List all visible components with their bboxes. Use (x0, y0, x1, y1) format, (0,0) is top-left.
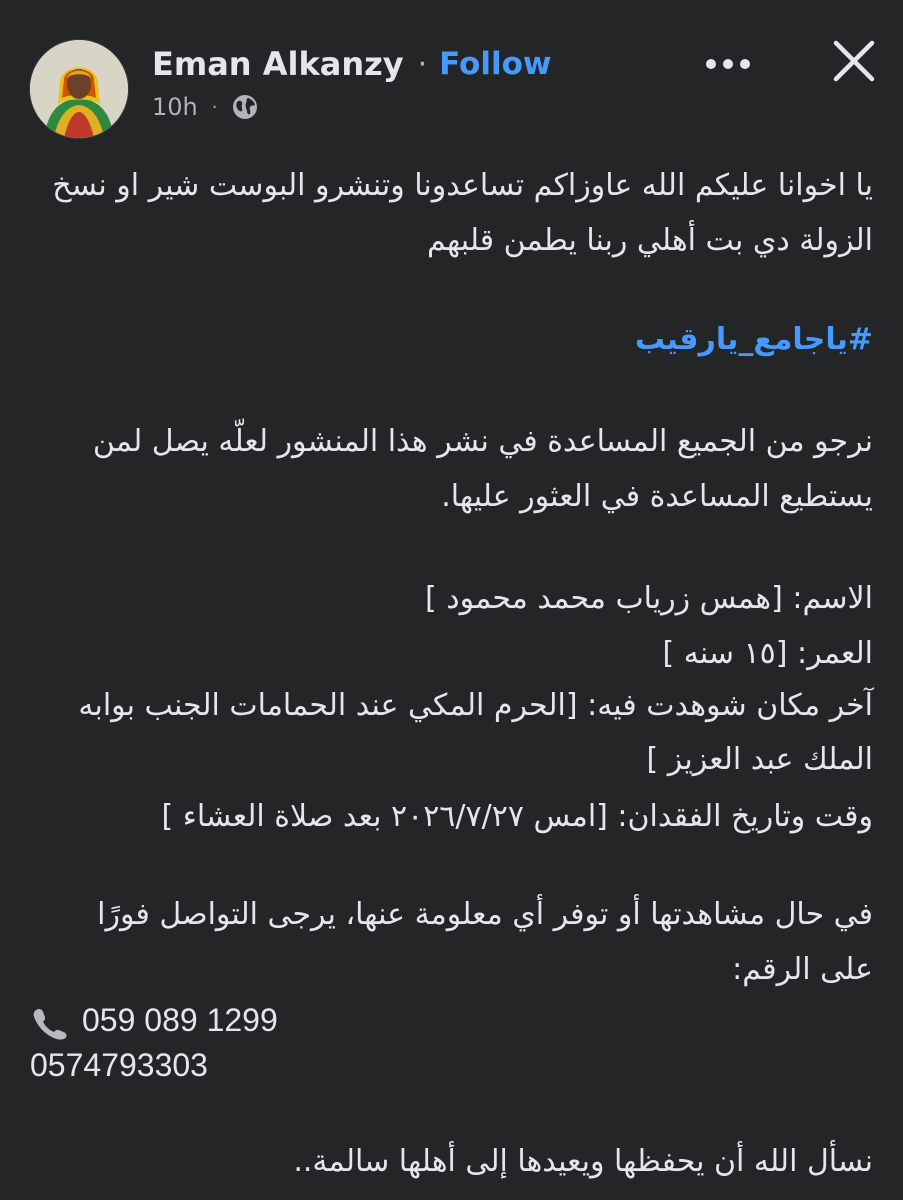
author-name[interactable]: Eman Alkanzy (152, 45, 404, 83)
phone-number-1[interactable]: 059 089 1299 (82, 1002, 278, 1038)
request-line-1: نرجو من الجميع المساعدة في نشر هذا المنشور لعلّه يصل لمن (92, 424, 873, 459)
contact-line-2: على الرقم: (732, 952, 873, 987)
request-line-2: يستطيع المساعدة في العثور عليها. (441, 479, 873, 514)
intro-line-1: يا اخوانا عليكم الله عاوزاكم تساعدونا وتنشرو البوست شير او نسخ (52, 168, 873, 203)
closing-line: نسأل الله أن يحفظها ويعيدها إلى أهلها سالمة.. (293, 1144, 873, 1179)
last-seen-line-2: الملك عبد العزيز ] (646, 742, 873, 777)
age-field: العمر: [١٥ سنه ] (662, 636, 873, 671)
phone-icon (30, 1006, 70, 1040)
phone-number-2[interactable]: 0574793303 (30, 1047, 208, 1083)
intro-line-2: الزولة دي بت أهلي ربنا يطمن قلبهم (427, 223, 873, 258)
separator-dot: · (417, 46, 428, 82)
hashtag-link[interactable]: #ياجامع_يارقيب (634, 322, 873, 357)
missing-time-field: وقت وتاريخ الفقدان: [امس ٢٠٢٦/٧/٢٧ بعد صلاة العشاء ] (161, 799, 873, 834)
contact-line-1: في حال مشاهدتها أو توفر أي معلومة عنها، يرجى التواصل فورًا (97, 897, 873, 932)
follow-button[interactable]: Follow (439, 46, 552, 82)
meta-separator-dot: · (211, 96, 218, 118)
last-seen-line-1: آخر مكان شوهدت فيه: [الحرم المكي عند الحمامات الجنب بوابه (78, 688, 873, 723)
post-timestamp[interactable]: 10h (152, 93, 198, 121)
phone-number-1-row (30, 998, 278, 1042)
name-field: الاسم: [همس زرياب محمد محمود ] (424, 581, 873, 616)
